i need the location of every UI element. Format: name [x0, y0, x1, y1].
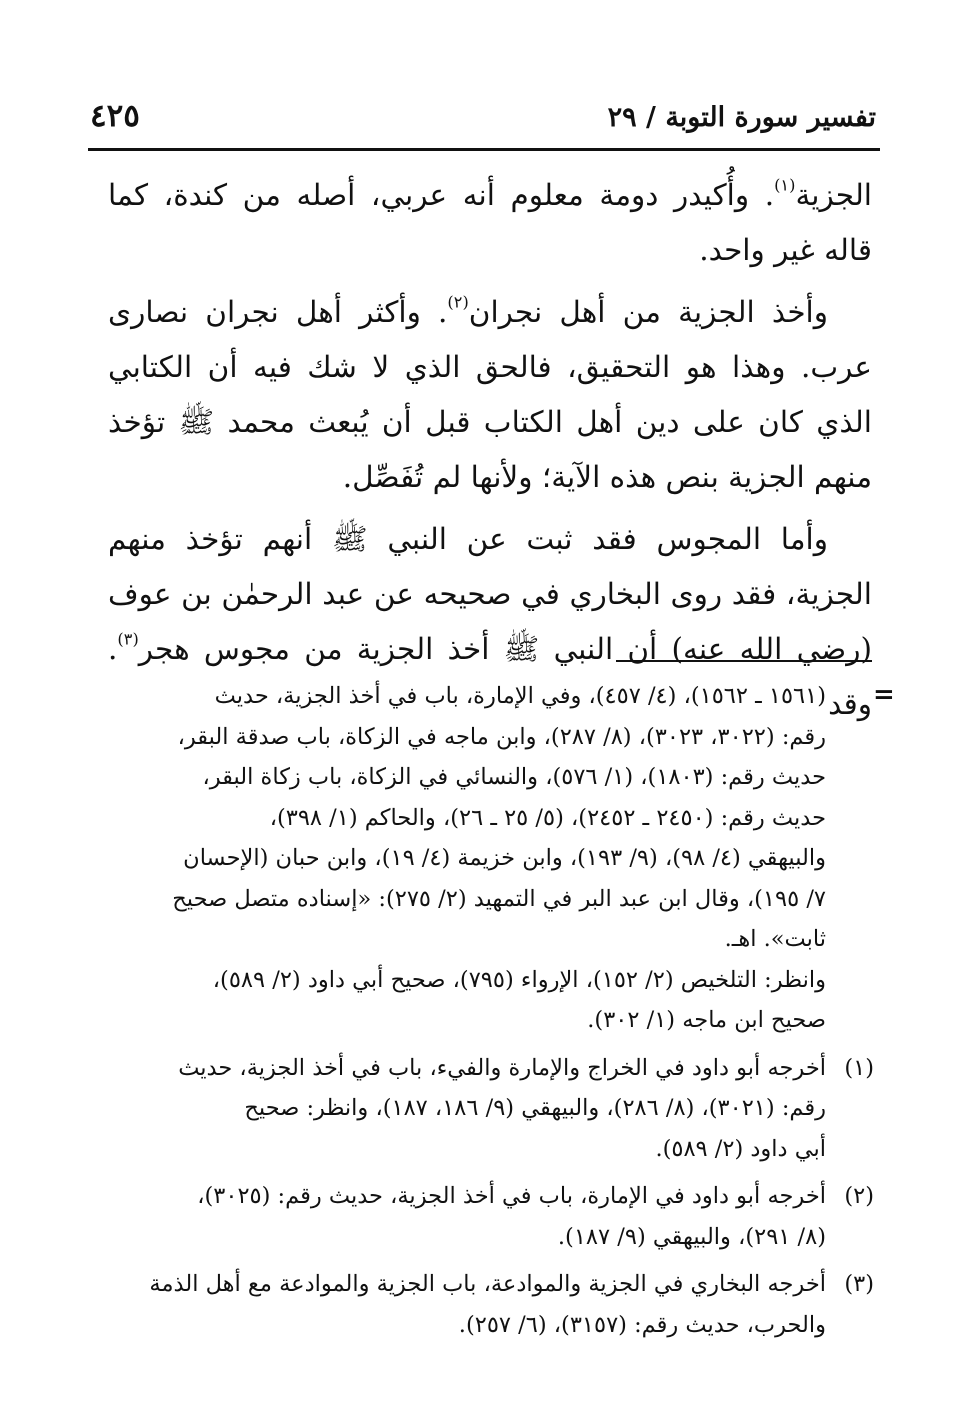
footnote-line: والحرب، حديث رقم: (٣١٥٧)، (٦/ ٢٥٧).	[458, 1311, 826, 1338]
footnotes	[112, 676, 874, 1352]
footnote-line: وانظر: التلخيص (٢/ ١٥٢)، الإرواء (٧٩٥)، صحيح أبي داود (٢/ ٥٨٩)،	[212, 966, 826, 993]
footnote-line: رقم: (٣٠٢٢، ٣٠٢٣)، (٨/ ٢٨٧)، وابن ماجه في الزكاة، باب صدقة البقر،	[177, 723, 826, 750]
footnote-line: رقم: (٣٠٢١)، (٨/ ٢٨٦)، والبيهقي (٩/ ١٨٦، ١٨٧)، وانظر: صحيح	[244, 1095, 826, 1121]
paragraph-3-text-b: . وقد	[108, 632, 872, 721]
paragraph-2	[108, 285, 872, 505]
footnote-line: حديث رقم: (٢٤٥٠ ـ ٢٤٥٢)، (٥/ ٢٥ ـ ٢٦)، والحاكم (١/ ٣٩٨)،	[269, 804, 826, 831]
paragraph-2-text-a: وأخذ الجزية من أهل نجران	[468, 295, 828, 329]
footnote-line: أخرجه أبو داود في الخراج والإمارة والفيء، باب في أخذ الجزية، حديث	[178, 1054, 826, 1081]
footnote-continuation-mark: =	[873, 680, 895, 710]
footnote-line: أخرجه أبو داود في الإمارة، باب في أخذ الجزية، حديث رقم: (٣٠٢٥)،	[197, 1183, 826, 1209]
footnote-line: (٨/ ٢٩١)، والبيهقي (٩/ ١٨٧).	[557, 1223, 826, 1250]
footnote-2	[112, 1176, 874, 1257]
running-title: تفسير سورة التوبة / ٢٩	[607, 102, 876, 133]
footnote-line: والبيهقي (٤/ ٩٨)، (٩/ ١٩٣)، وابن خزيمة (٤/ ١٩)، وابن حبان (الإحسان	[183, 845, 826, 871]
page-header	[88, 92, 880, 151]
footnote-continuation	[112, 676, 874, 1041]
paragraph-3-text-a: وأما المجوس فقد ثبت عن النبي ﷺ أنهم تؤخذ منهم الجزية، فقد روى البخاري في صحيحه عن عبد الرحمٰن بن عوف (رضي الله عنه) أن النبي ﷺ أخذ الجزية من مجوس هجر	[108, 522, 872, 666]
footnote-ref-2: (٢)	[447, 292, 469, 312]
paragraph-1	[108, 168, 872, 278]
footnote-number: (٢)	[844, 1183, 874, 1209]
footnote-separator	[616, 660, 872, 662]
footnote-number: (٣)	[844, 1271, 874, 1297]
footnote-1	[112, 1048, 874, 1170]
footnote-line: أخرجه البخاري في الجزية والموادعة، باب الجزية والموادعة مع أهل الذمة	[149, 1271, 826, 1297]
footnote-line: ٧/ ١٩٥)، وقال ابن عبد البر في التمهيد (٢/ ٢٧٥): «إسناده متصل صحيح	[172, 885, 826, 912]
footnote-number: (١)	[844, 1054, 874, 1081]
main-text	[108, 168, 872, 739]
footnote-line: أبي داود (٢/ ٥٨٩).	[655, 1135, 826, 1162]
footnote-line: ثابت». اهـ.	[724, 926, 826, 952]
footnote-line: صحيح ابن ماجه (١/ ٣٠٢).	[587, 1007, 826, 1033]
paragraph-1-text-b: . وأُكيدر دومة معلوم أنه عربي، أصله من كندة، كما قاله غير واحد.	[108, 178, 872, 267]
paragraph-2-text-b: . وأكثر أهل نجران نصارى عرب. وهذا هو التحقيق، فالحق الذي لا شك فيه أن الكتابي الذي كان على دين أهل الكتاب قبل أن يُبعث محمد ﷺ تؤخذ منهم الجزية بنص هذه الآية؛ ولأنها لم تُفَصِّل.	[108, 295, 872, 494]
footnote-3	[112, 1264, 874, 1345]
footnote-line: حديث رقم: (١٨٠٣)، (١/ ٥٧٦)، والنسائي في الزكاة، باب زكاة البقر،	[202, 764, 826, 790]
footnote-ref-1: (١)	[774, 175, 796, 195]
paragraph-1-text-a: الجزية	[795, 178, 872, 212]
footnote-ref-3: (٣)	[117, 629, 139, 649]
footnote-line: (١٥٦١ ـ ١٥٦٢)، (٤/ ٤٥٧)، وفي الإمارة، باب في أخذ الجزية، حديث	[214, 683, 826, 709]
page-number: ٤٢٥	[90, 98, 140, 134]
